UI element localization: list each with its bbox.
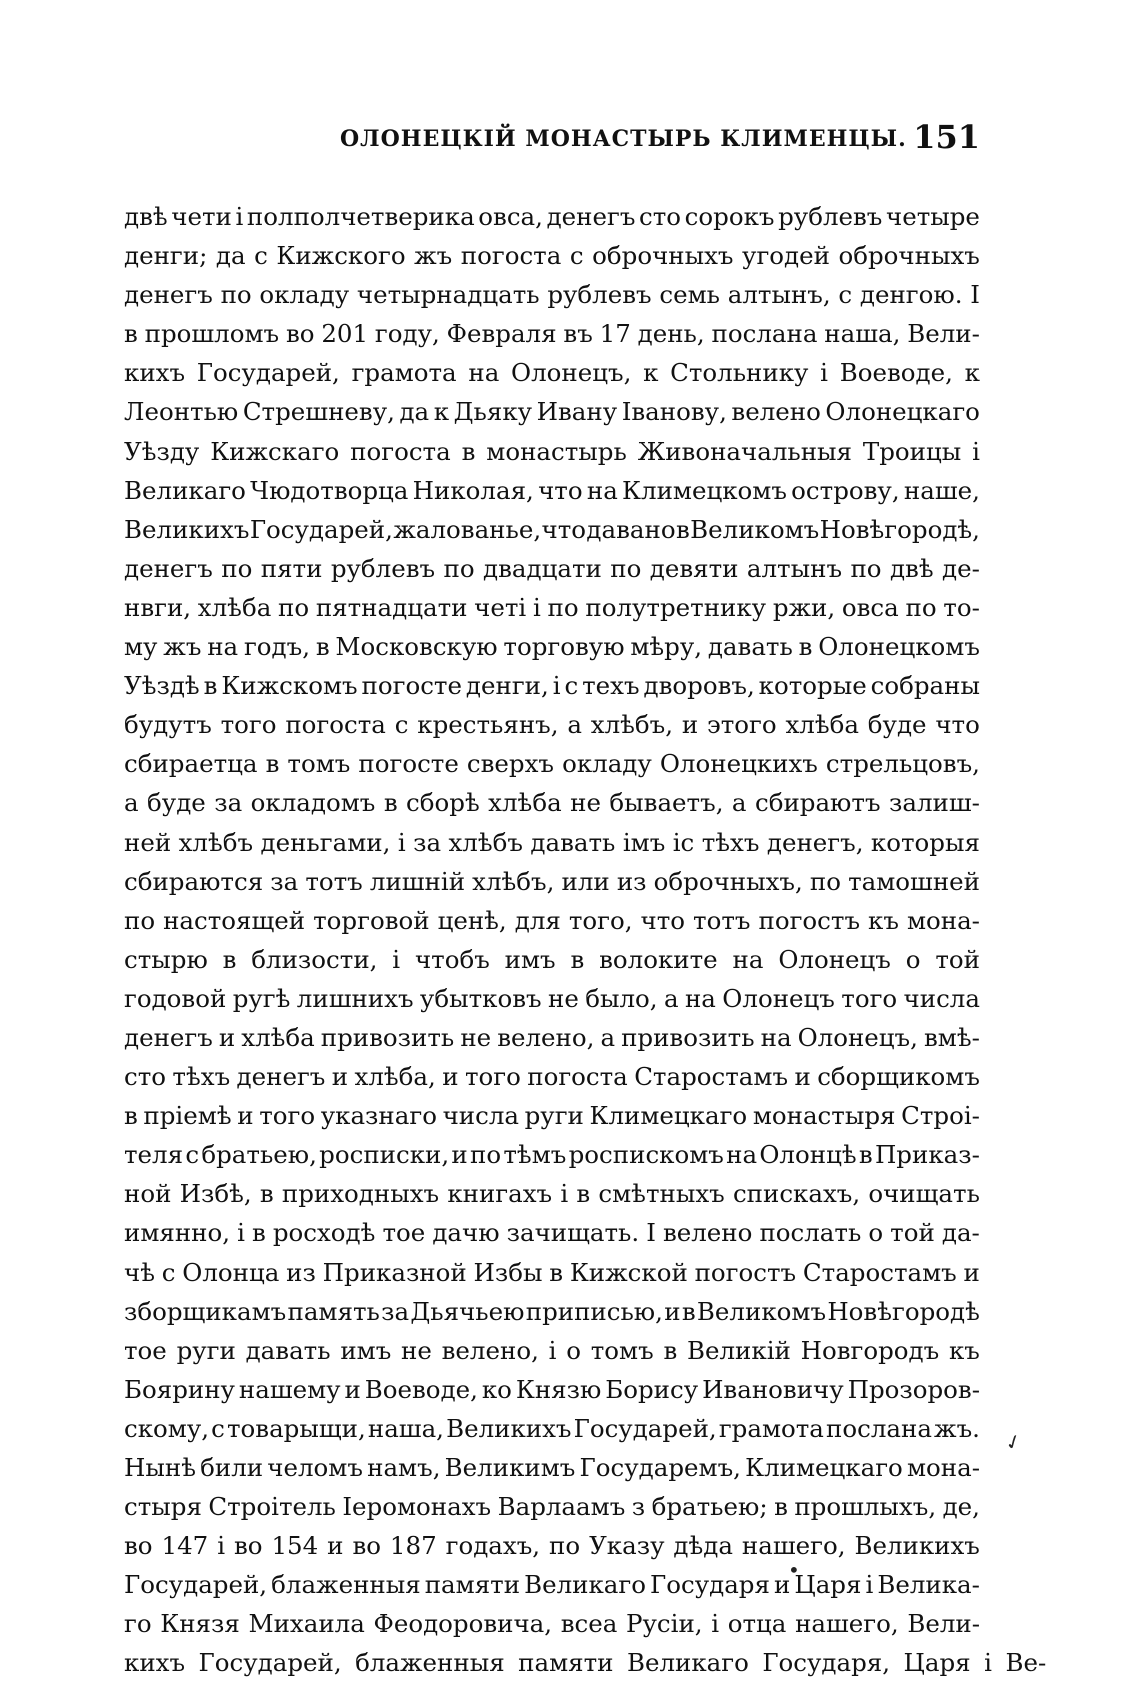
text-line: теля с братьею, росписки, и по тѣмъ роспискомъ на Олонцѣ в Приказ- bbox=[124, 1140, 980, 1170]
text-line: денегъ и хлѣба привозить не велено, а привозить на Олонецъ, вмѣ- bbox=[124, 1022, 980, 1052]
text-line: денги; да с Кижского жъ погоста с оброчныхъ угодей оброчныхъ bbox=[124, 241, 980, 271]
text-line: денегъ по пяти рублевъ по двадцати по девяти алтынъ по двѣ де- bbox=[124, 553, 980, 583]
text-line: Леонтью Стрешневу, да к Дьяку Ивану Іванову, велено Олонецкаго bbox=[124, 397, 980, 427]
text-line: стырю в близости, і чтобъ имъ в волоките на Олонецъ о той bbox=[124, 944, 980, 974]
text-line: Уѣздѣ в Кижскомъ погосте денги, і с техъ дворовъ, которые собраны bbox=[124, 671, 980, 701]
text-line: Нынѣ били челомъ намъ, Великимъ Государемъ, Климецкаго мона- bbox=[124, 1453, 980, 1482]
page-header bbox=[120, 118, 990, 158]
text-line: Государей, блаженныя памяти Великаго Государя и Царя і Велика- bbox=[124, 1570, 980, 1600]
text-line: зборщикамъ память за Дьячьею приписью, и в Великомъ Новѣгородѣ bbox=[124, 1296, 980, 1326]
text-line: ной Избѣ, в приходныхъ книгахъ і в смѣтныхъ спискахъ, очищать bbox=[124, 1179, 980, 1209]
text-line: годовой ругѣ лишнихъ убытковъ не было, а на Олонецъ того числа bbox=[124, 983, 980, 1013]
text-line: Великихъ Государей, жалованье, что давано в Великомъ Новѣгородѣ, bbox=[124, 514, 980, 544]
text-line: будутъ того погоста с крестьянъ, а хлѣбъ, и этого хлѣба буде что bbox=[124, 710, 980, 740]
text-line: в прошломъ во 201 году, Февраля въ 17 день, послана наша, Вели- bbox=[124, 319, 980, 349]
text-line: сбираетца в томъ погосте сверхъ окладу Олонецкихъ стрельцовъ, bbox=[124, 749, 980, 779]
text-line: нвги, хлѣба по пятнадцати четі і по полутретнику ржи, овса по то- bbox=[124, 592, 980, 622]
text-line: скому, с товарыщи, наша, Великихъ Государей, грамота послана жъ. bbox=[124, 1413, 980, 1443]
running-head: ОЛОНЕЦКІЙ МОНАСТЫРЬ КЛИМЕНЦЫ. bbox=[340, 126, 907, 152]
body-text bbox=[124, 197, 1047, 1683]
text-line: а буде за окладомъ в сборѣ хлѣба не бываетъ, а сбираютъ залиш- bbox=[124, 788, 980, 818]
text-line: денегъ по окладу четырнадцать рублевъ семь алтынъ, с денгою. І bbox=[124, 280, 980, 310]
text-line: му жъ на годъ, в Московскую торговую мѣру, давать в Олонецкомъ bbox=[124, 632, 980, 662]
ink-dot: • bbox=[788, 1558, 800, 1582]
text-line: в пріемѣ и того указнаго числа руги Климецкаго монастыря Строі- bbox=[124, 1101, 980, 1131]
text-line: чѣ с Олонца из Приказной Избы в Кижской погостъ Старостамъ и bbox=[124, 1257, 980, 1287]
text-line: кихъ Государей, грамота на Олонецъ, к Стольнику і Воеводе, к bbox=[124, 358, 980, 388]
page-number: 151 bbox=[913, 118, 980, 156]
text-line: кихъ Государей, блаженныя памяти Великаго Государя, Царя і Ве- bbox=[124, 1648, 1047, 1678]
margin-mark: ✓ bbox=[1001, 1427, 1026, 1457]
text-line: го Князя Михаила Феодоровича, всеа Русіи, і отца нашего, Вели- bbox=[124, 1609, 980, 1639]
text-line: сбираются за тотъ лишній хлѣбъ, или из оброчныхъ, по тамошней bbox=[124, 866, 980, 896]
text-line: во 147 і во 154 и во 187 годахъ, по Указу дѣда нашего, Великихъ bbox=[124, 1531, 980, 1561]
text-line: Уѣзду Кижскаго погоста в монастырь Живоначальныя Троицы і bbox=[124, 436, 980, 466]
text-line: тое руги давать имъ не велено, і о томъ в Великій Новгородъ къ bbox=[124, 1335, 980, 1365]
text-line: Великаго Чюдотворца Николая, что на Климецкомъ острову, наше, bbox=[124, 475, 980, 505]
text-line: двѣ чети і полполчетверика овса, денегъ сто сорокъ рублевъ четыре bbox=[124, 202, 980, 231]
text-line: по настоящей торговой ценѣ, для того, что тотъ погостъ къ мона- bbox=[124, 905, 980, 935]
text-line: ней хлѣбъ деньгами, і за хлѣбъ давать імъ іс тѣхъ денегъ, которыя bbox=[124, 827, 980, 857]
text-line: стыря Строітель Іеромонахъ Варлаамъ з братьею; в прошлыхъ, де, bbox=[124, 1492, 980, 1522]
text-line: сто тѣхъ денегъ и хлѣба, и того погоста Старостамъ и сборщикомъ bbox=[124, 1062, 980, 1092]
text-line: имянно, і в росходѣ тое дачю зачищать. І велено послать о той да- bbox=[124, 1218, 980, 1248]
text-line: Боярину нашему и Воеводе, ко Князю Борису Ивановичу Прозоров- bbox=[124, 1374, 980, 1404]
